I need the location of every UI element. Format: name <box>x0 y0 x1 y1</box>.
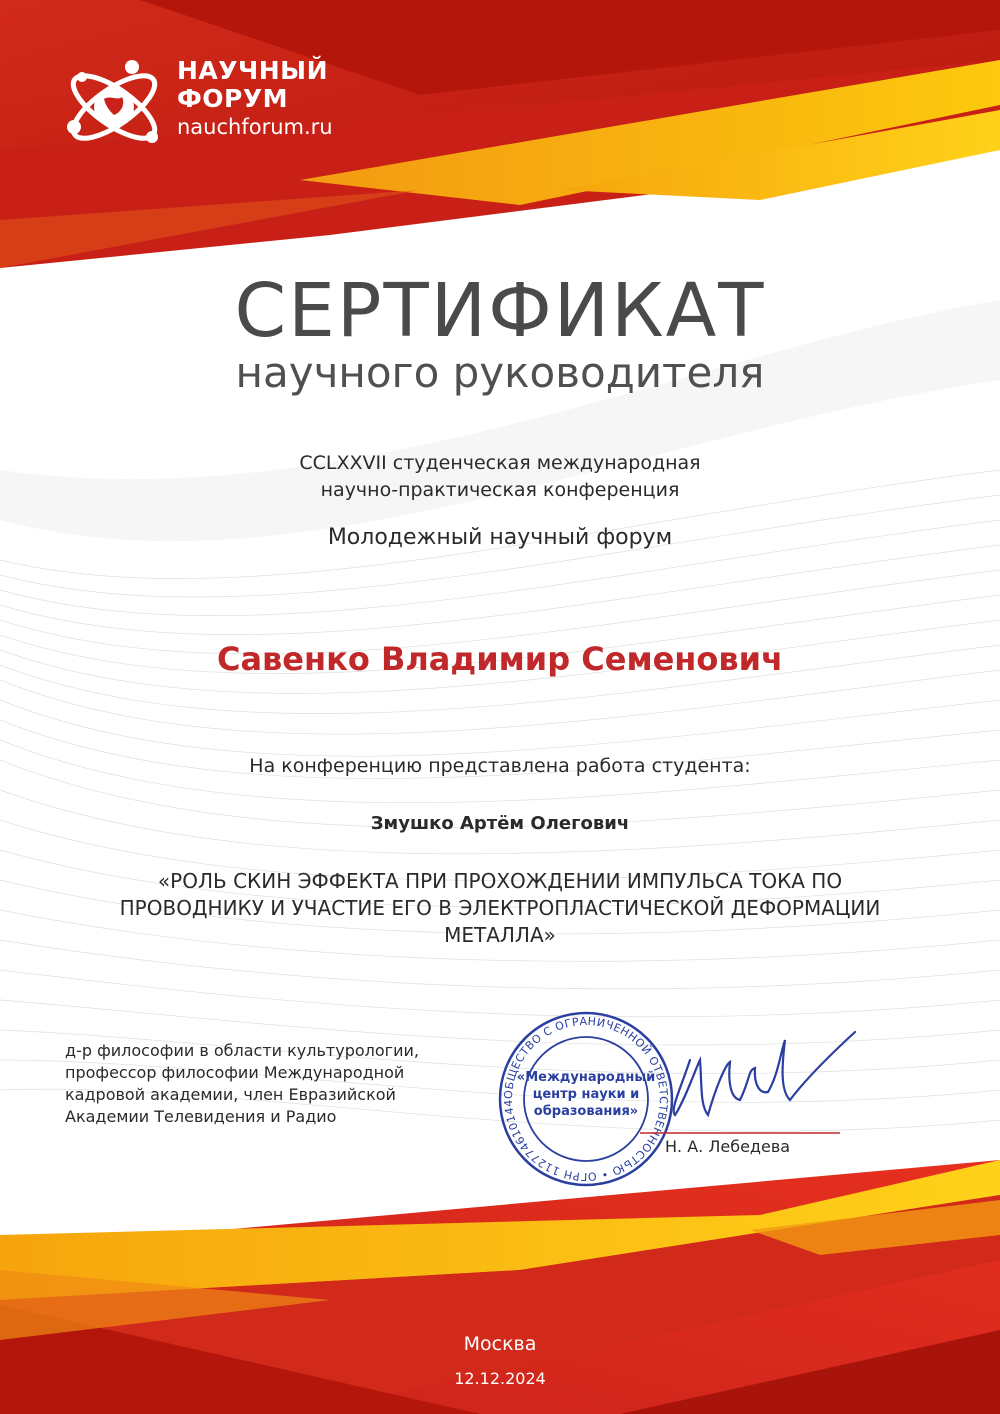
presented-text: На конференцию представлена работа студента: <box>249 755 751 777</box>
logo-title-line1: НАУЧНЫЙ <box>177 56 328 85</box>
signatory-credentials <box>65 1040 419 1128</box>
handwritten-signature <box>630 1020 860 1140</box>
credential-line: кадровой академии, член Евразийской <box>65 1085 396 1104</box>
stamp-line: образования» <box>533 1104 639 1119</box>
work-title-line: «РОЛЬ СКИН ЭФФЕКТА ПРИ ПРОХОЖДЕНИИ ИМПУЛЬСА ТОКА ПО <box>157 869 843 893</box>
forum-name: Молодежный научный форум <box>327 525 673 550</box>
certificate-title: СЕРТИФИКАТ <box>234 268 766 354</box>
conference-line-1: CCLXXVII студенческая международная <box>299 452 701 474</box>
city: Москва <box>463 1333 537 1355</box>
date: 12.12.2024 <box>454 1369 546 1388</box>
atom-globe-icon <box>62 55 167 160</box>
logo-url: nauchforum.ru <box>177 115 333 139</box>
signer-name: Н. А. Лебедева <box>665 1137 791 1156</box>
work-title-line: МЕТАЛЛА» <box>444 923 556 947</box>
stamp-ring-text: ОБЩЕСТВО С ОГРАНИЧЕННОЙ ОТВЕТСТВЕННОСТЬЮ • ОГРН 112774610144 <box>501 1014 671 1184</box>
stamp-line: «Международный <box>516 1070 656 1085</box>
credential-line: профессор философии Международной <box>65 1063 405 1082</box>
conference-line-2: научно-практическая конференция <box>320 479 680 501</box>
credential-line: Академии Телевидения и Радио <box>65 1107 337 1126</box>
certificate-subtitle: научного руководителя <box>235 348 765 397</box>
recipient-name: Савенко Владимир Семенович <box>216 640 784 678</box>
logo-title-line2: ФОРУМ <box>177 84 289 113</box>
work-title <box>0 868 1000 949</box>
student-name: Змушко Артём Олегович <box>370 813 630 834</box>
nauchforum-logo <box>62 55 352 165</box>
stamp-line: центр науки и <box>532 1087 640 1102</box>
work-title-line: ПРОВОДНИКУ И УЧАСТИЕ ЕГО В ЭЛЕКТРОПЛАСТИЧЕСКОЙ ДЕФОРМАЦИИ <box>119 896 881 920</box>
credential-line: д-р философии в области культурологии, <box>65 1041 419 1060</box>
